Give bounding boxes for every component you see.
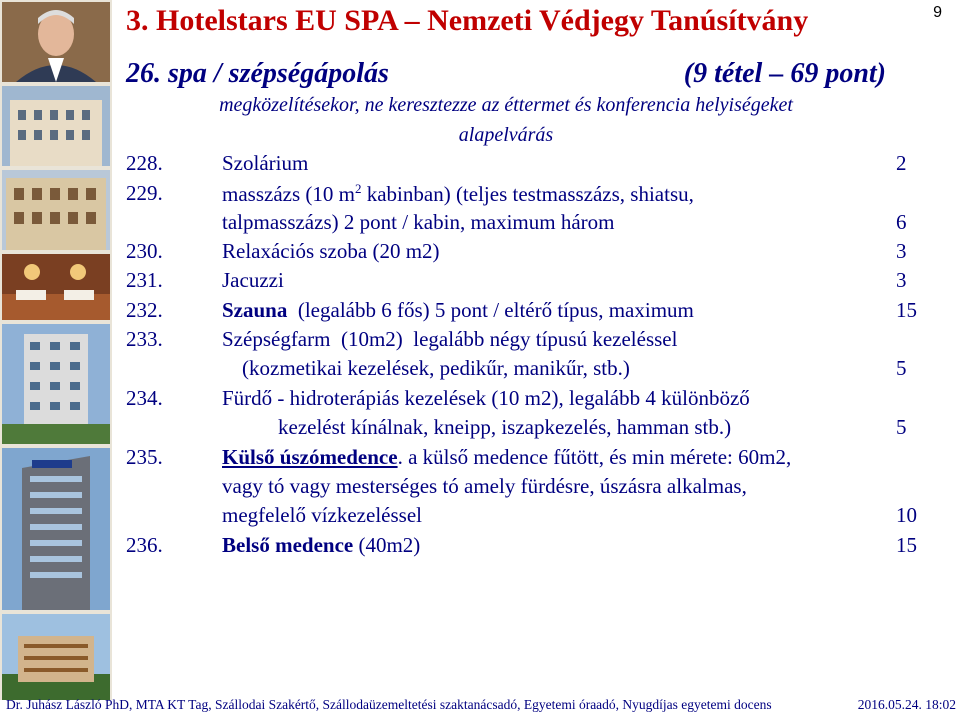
list-item [0,445,960,475]
list-item [0,268,960,298]
list-item [0,298,960,328]
item-text [222,445,791,470]
list-item-continuation [0,356,960,386]
item-text: megfelelő vízkezeléssel [222,503,422,527]
item-points: 2 [896,151,907,175]
note-text: megközelítésekor, ne keresztezze az éttermet és konferencia helyiségeket [219,94,793,116]
item-number: 236. [126,533,163,557]
item-points: 15 [896,298,917,322]
item-number: 233. [126,327,163,351]
note-basic-requirement: alapelvárás [458,124,554,146]
item-text: (kozmetikai kezelések, pedikűr, manikűr, stb.) [242,356,630,380]
list-item-continuation [0,210,960,240]
footer [0,697,960,715]
list-item [0,327,960,357]
item-text-part: kabinban) (teljes testmasszázs, shiatsu, [361,182,694,206]
item-points: 6 [896,210,907,234]
item-text: Szépségfarm (10m2) legalább négy típusú kezeléssel [222,327,678,351]
item-text: talpmasszázs) 2 pont / kabin, maximum három [222,210,615,234]
page-number: 9 [933,4,942,21]
resort-hotel-image [2,614,110,700]
author-portrait-image [2,2,110,82]
item-bold-label: Szauna [222,298,288,322]
list-item [0,181,960,211]
item-bold-label: Belső medence [222,533,354,557]
item-text-part: masszázs (10 m [222,182,355,206]
item-number: 231. [126,268,163,292]
section-points-summary: (9 tétel – 69 pont) [683,58,886,89]
item-points: 5 [896,415,907,439]
item-text-part: . a külső medence fűtött, és min mérete: 60m2, [397,445,792,469]
item-points: 3 [896,239,907,263]
item-text: kezelést kínálnak, kneipp, iszapkezelés, hamman stb.) [278,415,732,439]
list-item [0,386,960,416]
item-text-part: (40m2) [353,533,421,557]
list-item [0,239,960,269]
item-number: 235. [126,445,163,469]
item-points: 15 [896,533,917,557]
list-item [0,533,960,563]
slide-title: 3. Hotelstars EU SPA – Nemzeti Védjegy Tanúsítvány [126,4,809,37]
list-item-continuation [0,474,960,504]
footer-date: 2016.05.24. 18:02 [857,697,956,712]
superscript: 2 [354,181,362,196]
item-number: 228. [126,151,163,175]
list-item-continuation [0,415,960,445]
item-number: 232. [126,298,163,322]
item-text: Szolárium [222,151,309,175]
item-text [222,181,694,207]
list-item [0,151,960,181]
section-heading: 26. spa / szépségápolás [126,58,389,89]
item-text: Fürdő - hidroterápiás kezelések (10 m2), legalább 4 különböző [222,386,750,410]
item-text [222,298,694,323]
footer-author: Dr. Juhász László PhD, MTA KT Tag, Szállodai Szakértő, Szállodaüzemeltetési szaktanácsadó, Egyetemi óraadó, Nyugdíjas egyetemi docens [6,697,772,712]
item-text: vagy tó vagy mesterséges tó amely fürdésre, úszásra alkalmas, [222,474,747,498]
item-points: 10 [896,503,917,527]
section-heading-row [126,58,886,90]
item-number: 230. [126,239,163,263]
item-bold-label: Külső úszómedence [222,445,398,469]
item-number: 229. [126,181,163,205]
item-text-part: (legalább 6 fős) 5 pont / eltérő típus, maximum [287,298,694,322]
item-text: Jacuzzi [222,268,284,292]
item-points: 5 [896,356,907,380]
item-points: 3 [896,268,907,292]
item-text [222,533,420,558]
list-item-continuation [0,503,960,533]
item-number: 234. [126,386,163,410]
item-text: Relaxációs szoba (20 m2) [222,239,440,263]
